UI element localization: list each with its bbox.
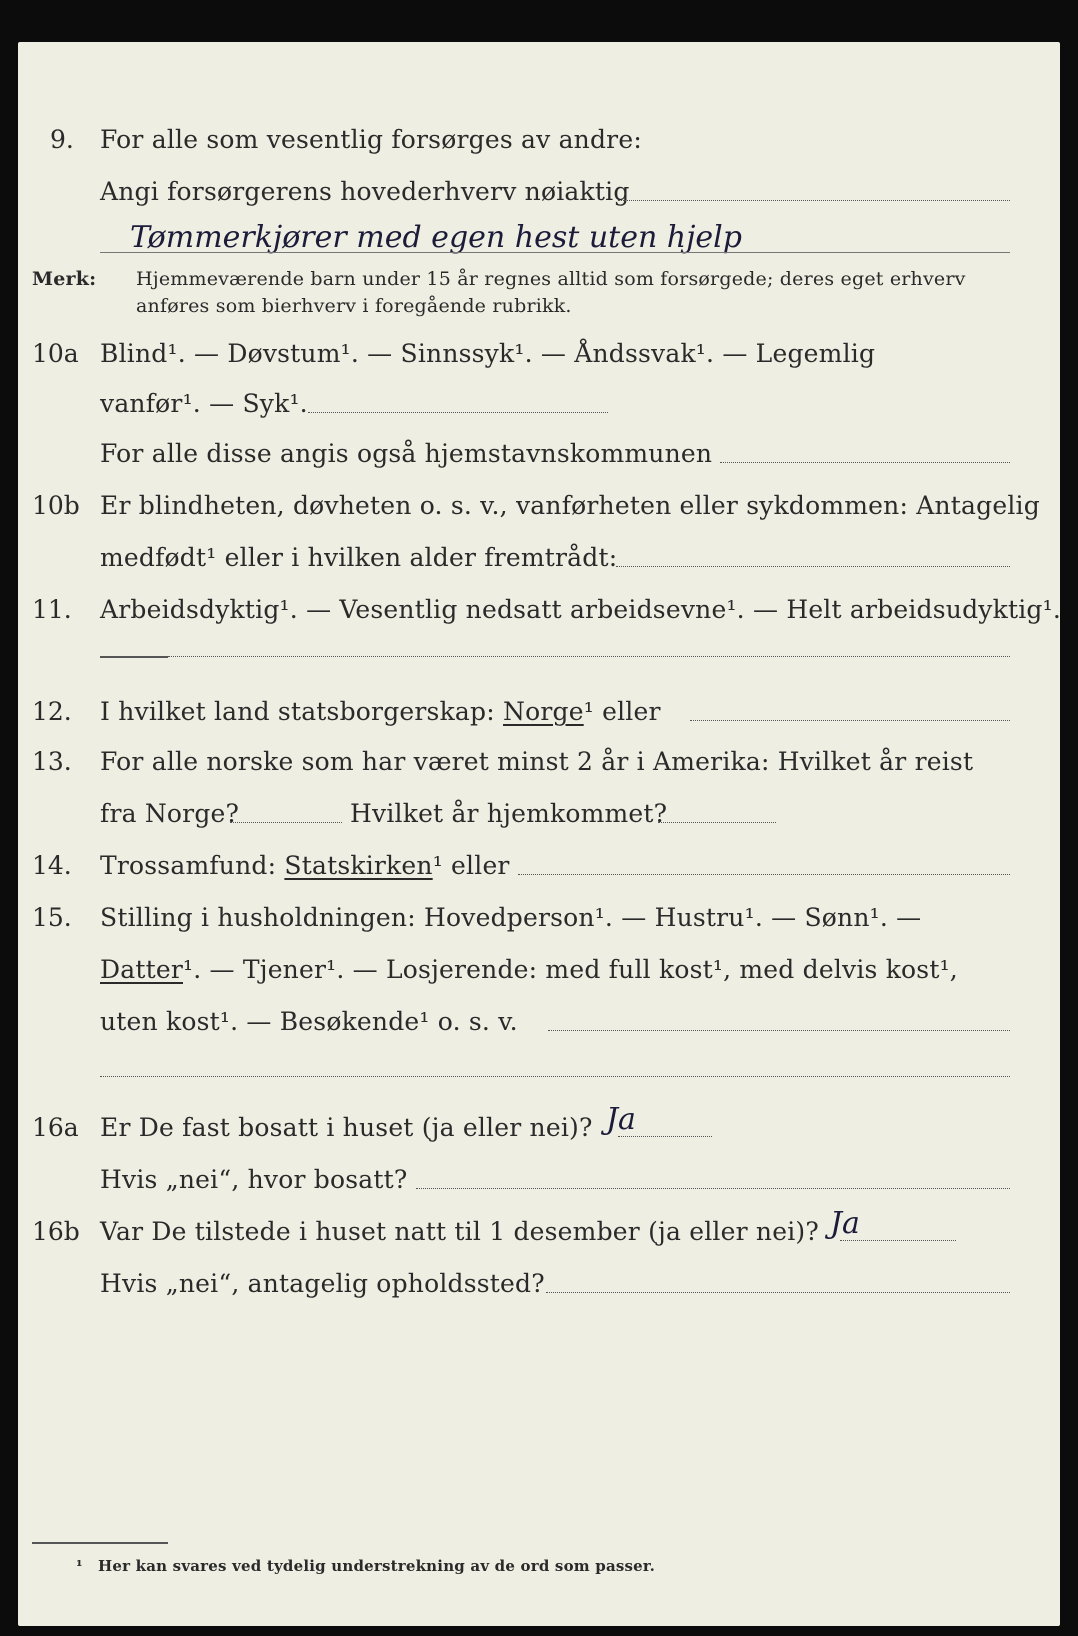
q9-number: 9. (50, 125, 74, 154)
footnote-mark: ¹ (76, 1557, 83, 1575)
q14-suffix: ¹ eller (432, 851, 510, 880)
q10a-line-3: For alle disse angis også hjemstavnskommunen (100, 439, 713, 468)
q15-fill-line (548, 1030, 1010, 1031)
q14-underlined-answer: Statskirken (284, 851, 433, 880)
q15-line-2 (100, 954, 958, 986)
q10a-fill-line-2 (720, 462, 1010, 463)
q9-handwritten-answer: Tømmerkjører med egen hest uten hjelp (130, 220, 742, 255)
q9-prompt: Angi forsørgerens hovederhverv nøiaktig (100, 177, 630, 206)
q12-number: 12. (32, 697, 72, 726)
q13-fill-line-2 (658, 822, 776, 823)
q12-prefix: I hvilket land statsborgerskap: (100, 697, 495, 726)
q15-line-2-rest: ¹. — Tjener¹. — Losjerende: med full kost¹, med delvis kost¹, (183, 955, 958, 984)
q11-line-1: Arbeidsdyktig¹. — Vesentlig nedsatt arbeidsevne¹. — Helt arbeidsudyktig¹. (100, 595, 1061, 624)
q16a-number: 16a (32, 1113, 79, 1142)
q14-line (100, 850, 510, 882)
q16b-number: 16b (32, 1217, 80, 1246)
q11-answer-line-solid (100, 656, 168, 658)
q12-underlined-answer: Norge (503, 697, 584, 726)
q10b-line-2: medfødt¹ eller i hvilken alder fremtrådt: (100, 543, 618, 572)
q10a-line-1: Blind¹. — Døvstum¹. — Sinnssyk¹. — Åndssvak¹. — Legemlig (100, 339, 876, 368)
q10b-number: 10b (32, 491, 80, 520)
q15-underlined-answer: Datter (100, 955, 183, 984)
q16a-line-1: Er De fast bosatt i huset (ja eller nei)? (100, 1113, 593, 1142)
form-page (18, 42, 1060, 1626)
q15-line-3: uten kost¹. — Besøkende¹ o. s. v. (100, 1007, 518, 1036)
q15-number: 15. (32, 903, 72, 932)
q9-fill-line (618, 200, 1010, 201)
q16b-fill-line-1 (840, 1240, 956, 1241)
q13-line-1: For alle norske som har været minst 2 år i Amerika: Hvilket år reist (100, 747, 974, 776)
q16b-handwritten-answer: Ja (830, 1206, 860, 1241)
q16a-line-2: Hvis „nei“, hvor bosatt? (100, 1165, 408, 1194)
q14-number: 14. (32, 851, 72, 880)
footnote-text: Her kan svares ved tydelig understrekning av de ord som passer. (98, 1557, 656, 1575)
q10b-fill-line (616, 566, 1010, 567)
q10a-fill-line-1 (308, 412, 608, 413)
q12-line (100, 696, 661, 728)
q13-line-2a: fra Norge? (100, 799, 240, 828)
q11-answer-line (168, 656, 1010, 657)
merk-line-1: Hjemmeværende barn under 15 år regnes alltid som forsørgede; deres eget erhverv (136, 268, 966, 290)
merk-label: Merk: (32, 268, 97, 290)
q13-fill-line-1 (230, 822, 342, 823)
q14-fill-line (518, 874, 1010, 875)
q10a-number: 10a (32, 339, 79, 368)
q13-number: 13. (32, 747, 72, 776)
q16a-handwritten-answer: Ja (606, 1102, 636, 1137)
q15-line-1: Stilling i husholdningen: Hovedperson¹. — Hustru¹. — Sønn¹. — (100, 903, 922, 932)
q16a-fill-line-1 (618, 1136, 712, 1137)
q16b-line-2: Hvis „nei“, antagelig opholdssted? (100, 1269, 545, 1298)
q12-suffix: ¹ eller (583, 697, 661, 726)
q12-fill-line (690, 720, 1010, 721)
q11-number: 11. (32, 595, 72, 624)
q9-answer-line (100, 252, 1010, 253)
q10a-line-2: vanfør¹. — Syk¹. (100, 389, 308, 418)
q9-question: For alle som vesentlig forsørges av andre: (100, 125, 642, 154)
q14-prefix: Trossamfund: (100, 851, 277, 880)
q15-answer-line (100, 1076, 1010, 1077)
q16b-line-1: Var De tilstede i huset natt til 1 desember (ja eller nei)? (100, 1217, 819, 1246)
merk-line-2: anføres som bierhverv i foregående rubrikk. (136, 295, 572, 317)
q10b-line-1: Er blindheten, døvheten o. s. v., vanførheten eller sykdommen: Antagelig (100, 491, 1040, 520)
q13-line-2b: Hvilket år hjemkommet? (350, 799, 668, 828)
q16a-fill-line-2 (416, 1188, 1010, 1189)
footnote-rule (32, 1542, 168, 1544)
q16b-fill-line-2 (546, 1292, 1010, 1293)
